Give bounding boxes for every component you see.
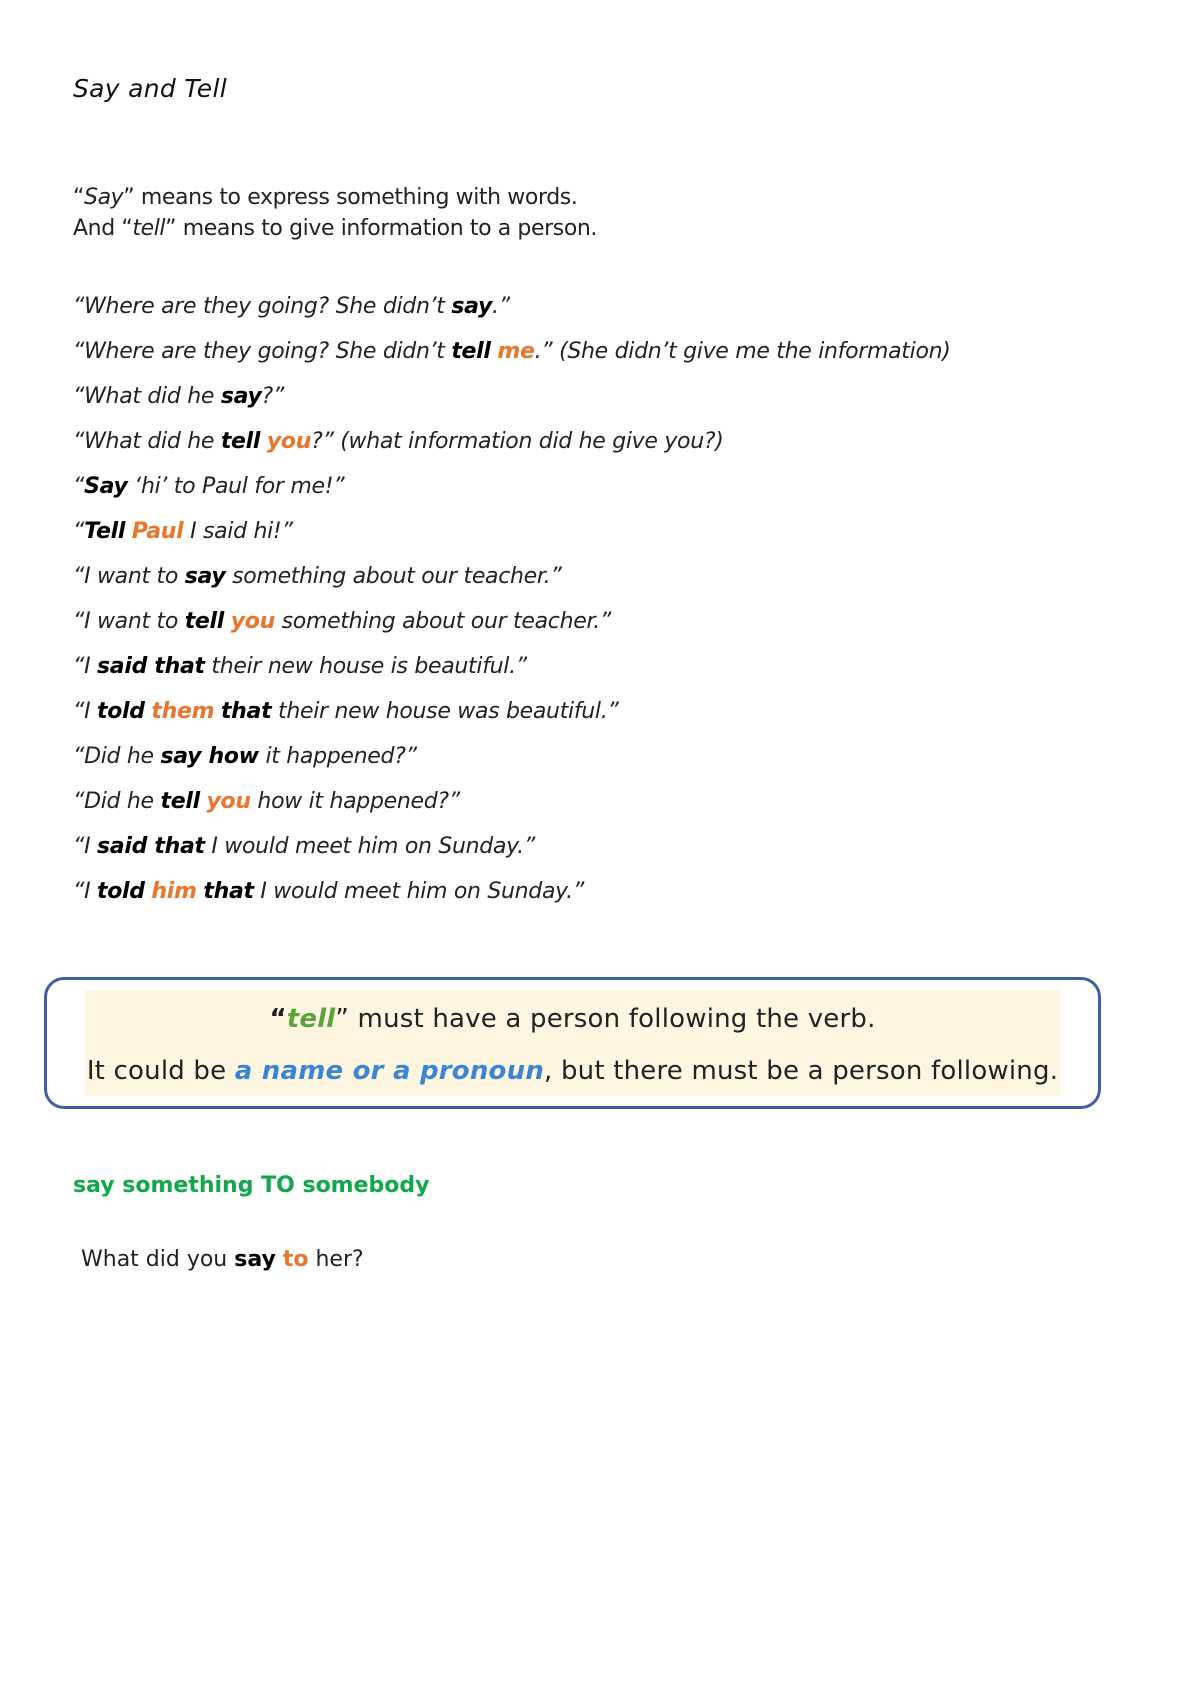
- example-sentence: [73, 832, 951, 877]
- sentence-text: “Where are they going? She didn’t: [73, 339, 452, 364]
- example-sentence: [73, 742, 951, 787]
- example-sentence: [73, 292, 951, 337]
- keyword-verb: tell: [184, 609, 225, 634]
- section-subheading: say something TO somebody: [73, 1173, 430, 1198]
- sentence-text: [200, 789, 207, 814]
- tell-term: tell: [132, 216, 166, 241]
- keyword-verb: say how: [160, 744, 259, 769]
- sentence-text: ‘hi’ to Paul for me!”: [127, 474, 345, 499]
- person-object: Paul: [131, 519, 184, 544]
- person-object: you: [266, 429, 312, 454]
- sentence-text: [260, 429, 267, 454]
- say-keyword: say: [234, 1247, 276, 1272]
- tell-definition: And “tell” means to give information to a person.: [73, 216, 598, 241]
- sentence-text: their new house is beautiful.”: [204, 654, 527, 679]
- person-object: you: [206, 789, 251, 814]
- keyword-verb: said that: [96, 834, 205, 859]
- example-sentence: [73, 562, 951, 607]
- person-object: them: [151, 699, 215, 724]
- person-object: me: [497, 339, 535, 364]
- rule-line-1: “tell” must have a person following the verb.: [269, 1004, 876, 1034]
- keyword-verb: say: [451, 294, 493, 319]
- keyword-verb: tell: [451, 339, 491, 364]
- sentence-text: “I: [73, 834, 97, 859]
- intro-definitions: [73, 182, 597, 244]
- sentence-text: ?”: [261, 384, 285, 409]
- sentence-text: “Did he: [73, 744, 161, 769]
- sentence-text: .”: [492, 294, 510, 319]
- sentence-text: “I: [73, 654, 97, 679]
- sentence-text: their new house was beautiful.”: [271, 699, 619, 724]
- sentence-text: “I want to: [73, 564, 185, 589]
- sentence-text: “What did he: [73, 429, 221, 454]
- rule-tell-term: tell: [286, 1004, 336, 1034]
- sentence-text: “: [73, 519, 85, 544]
- example-sentence: [73, 337, 951, 382]
- sentence-text: “I: [73, 879, 97, 904]
- sentence-text: “I want to: [73, 609, 185, 634]
- example-sentence: [73, 382, 951, 427]
- person-object: you: [230, 609, 275, 634]
- example-sentence: [73, 472, 951, 517]
- keyword-verb: say: [220, 384, 262, 409]
- sentence-text: ?” (what information did he give you?): [311, 429, 724, 454]
- rule-callout-box: [44, 977, 1101, 1109]
- sentence-text: it happened?”: [258, 744, 417, 769]
- final-example-sentence: What did you say to her?: [81, 1247, 364, 1272]
- keyword-verb: told: [96, 879, 145, 904]
- sentence-text: I would meet him on Sunday.”: [253, 879, 584, 904]
- example-sentence: [73, 517, 951, 562]
- say-definition: “Say” means to express something with words.: [73, 185, 578, 210]
- sentence-text: “Where are they going? She didn’t: [73, 294, 452, 319]
- example-sentence: [73, 877, 951, 922]
- example-sentence: [73, 427, 951, 472]
- say-term: Say: [84, 185, 124, 210]
- example-sentence: [73, 697, 951, 742]
- keyword-verb: Say: [84, 474, 128, 499]
- example-sentence-list: [73, 292, 951, 922]
- keyword-verb: tell: [160, 789, 200, 814]
- page-title: Say and Tell: [73, 74, 227, 103]
- sentence-text: “Did he: [73, 789, 161, 814]
- sentence-text: how it happened?”: [250, 789, 460, 814]
- to-keyword: to: [282, 1247, 309, 1272]
- sentence-text: I would meet him on Sunday.”: [204, 834, 535, 859]
- example-sentence: [73, 652, 951, 697]
- person-object: him: [151, 879, 197, 904]
- rule-callout-highlight: [85, 990, 1060, 1096]
- sentence-text: I said hi!”: [183, 519, 293, 544]
- rule-name-or-pronoun: a name or a pronoun: [234, 1056, 545, 1086]
- keyword-verb: tell: [220, 429, 261, 454]
- sentence-text: .” (She didn’t give me the information): [534, 339, 951, 364]
- sentence-text: “What did he: [73, 384, 221, 409]
- sentence-text: “: [73, 474, 85, 499]
- keyword-verb: say: [184, 564, 226, 589]
- sentence-text: something about our teacher.”: [274, 609, 611, 634]
- example-sentence: [73, 787, 951, 832]
- keyword-verb: that: [203, 879, 254, 904]
- example-sentence: [73, 607, 951, 652]
- rule-line-2: It could be a name or a pronoun, but there must be a person following.: [86, 1056, 1059, 1086]
- sentence-text: [125, 519, 132, 544]
- keyword-verb: said that: [96, 654, 205, 679]
- sentence-text: [224, 609, 231, 634]
- sentence-text: “I: [73, 699, 97, 724]
- sentence-text: [214, 699, 221, 724]
- keyword-verb: told: [96, 699, 145, 724]
- keyword-verb: that: [220, 699, 272, 724]
- sentence-text: something about our teacher.”: [225, 564, 562, 589]
- keyword-verb: Tell: [84, 519, 126, 544]
